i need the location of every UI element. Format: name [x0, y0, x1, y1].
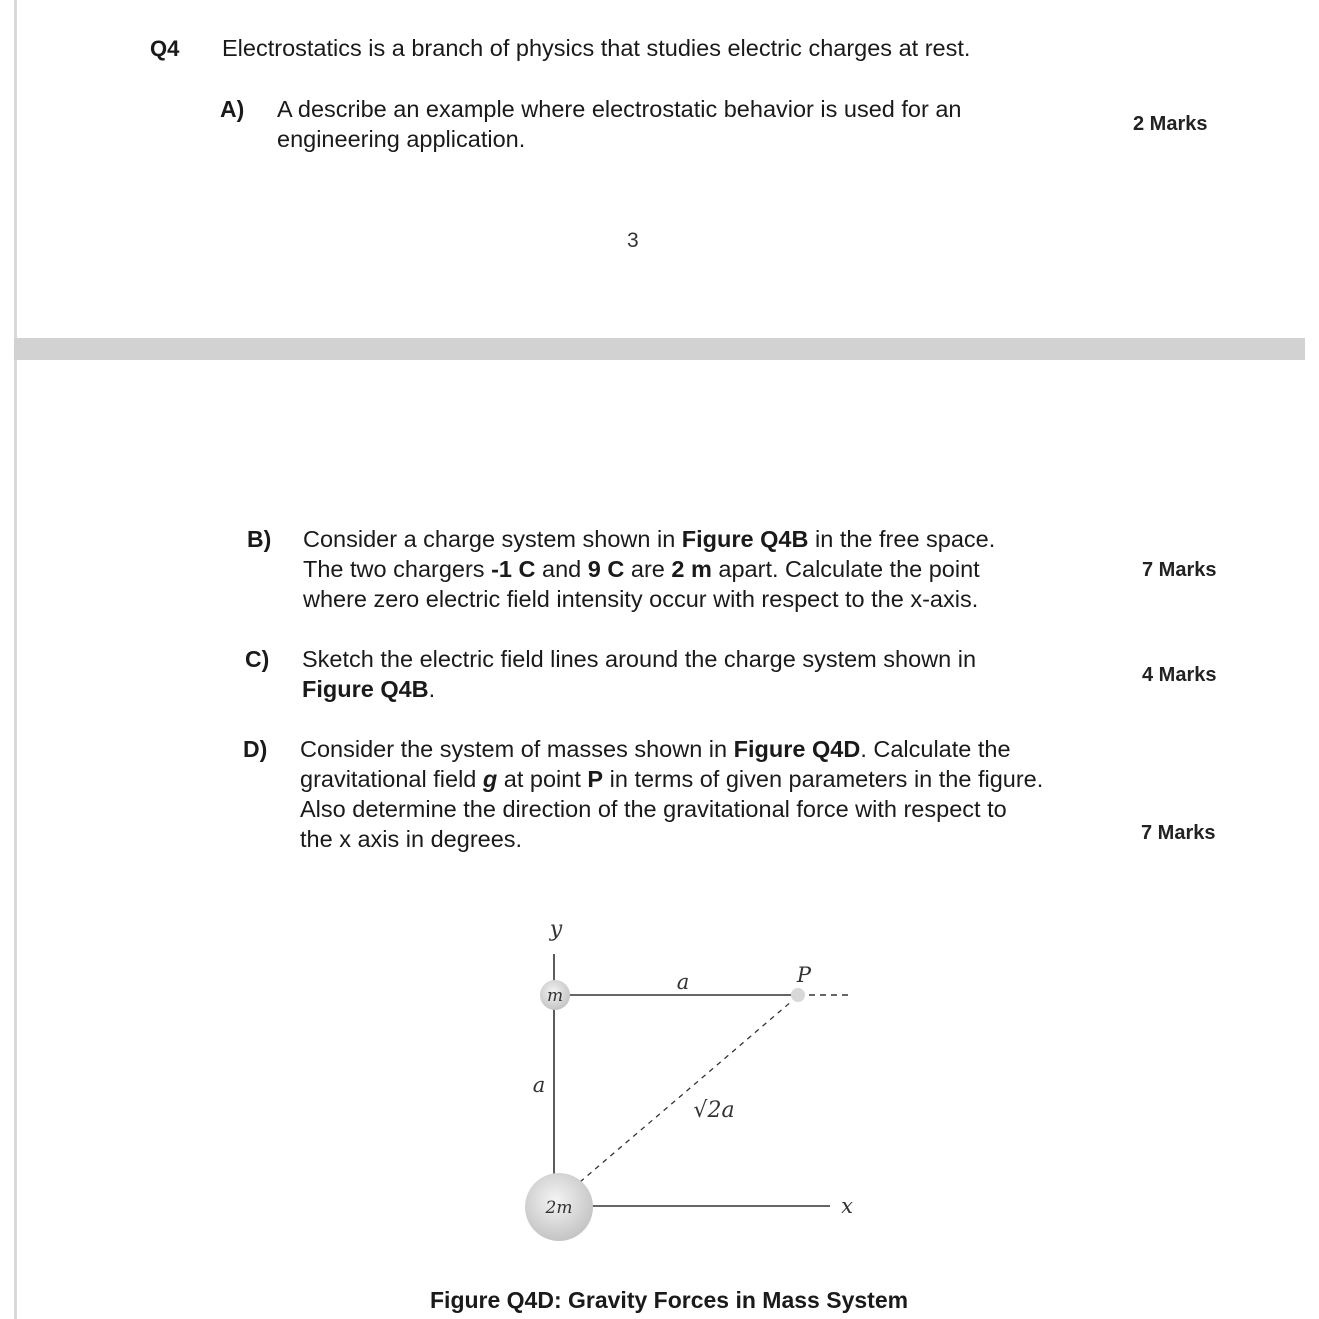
part-a-line-1: A describe an example where electrostatic behavior is used for an	[277, 96, 962, 122]
part-c-text	[302, 644, 976, 704]
mass-m-label: m	[546, 986, 564, 1006]
diagonal-length-label: √2a	[693, 1098, 735, 1123]
question-number: Q4	[150, 36, 180, 61]
figure-ref: Figure Q4B	[302, 676, 429, 702]
g-symbol: g	[482, 766, 498, 792]
side-length-label: a	[532, 1073, 546, 1097]
part-d-line-1	[300, 734, 1043, 764]
text-run: Consider the system of masses shown in	[300, 736, 734, 762]
y-axis-label: y	[549, 917, 563, 942]
part-b-line-2	[303, 554, 995, 584]
question-intro: Electrostatics is a branch of physics that studies electric charges at rest.	[222, 35, 971, 61]
part-c-line-1: Sketch the electric field lines around the charge system shown in	[302, 646, 977, 672]
part-d-text	[300, 734, 1043, 854]
part-b-line-3: where zero electric field intensity occur with respect to the x-axis.	[303, 586, 979, 612]
point-symbol: P	[587, 766, 604, 792]
text-run: are	[624, 556, 672, 582]
x-axis-label: x	[841, 1194, 853, 1218]
part-c-line-2	[302, 674, 976, 704]
page-left-edge	[14, 0, 17, 1319]
diagonal-dashed-line	[580, 1001, 792, 1182]
text-run: apart. Calculate the point	[711, 556, 980, 582]
point-p-label: P	[796, 963, 812, 987]
top-length-label: a	[676, 970, 690, 994]
text-run: in terms of given parameters in the figure.	[603, 766, 1044, 792]
part-a-marks: 2 Marks	[1133, 113, 1208, 135]
part-b-text	[303, 524, 995, 614]
part-a-line-2: engineering application.	[277, 126, 526, 152]
distance-value: 2 m	[671, 556, 712, 582]
figure-ref: Figure Q4B	[681, 526, 809, 552]
part-d-line-2	[300, 764, 1043, 794]
part-b-label: B)	[247, 526, 272, 552]
figure-caption: Figure Q4D: Gravity Forces in Mass System	[430, 1287, 909, 1313]
point-p-marker	[791, 988, 805, 1002]
page-number: 3	[627, 229, 639, 252]
text-run: Consider a charge system shown in	[303, 526, 682, 552]
mass-2m-label: 2m	[545, 1198, 573, 1218]
figure-q4d-diagram	[500, 900, 880, 1260]
text-run: and	[535, 556, 588, 582]
part-a-text	[277, 94, 961, 154]
text-run: at point	[497, 766, 588, 792]
page-separator	[14, 338, 1305, 360]
charge-value: -1 C	[491, 556, 536, 582]
text-run: . Calculate the	[860, 736, 1011, 762]
text-run: in the free space.	[808, 526, 996, 552]
text-run: .	[428, 676, 436, 702]
part-d-line-4: the x axis in degrees.	[300, 826, 523, 852]
part-b-marks: 7 Marks	[1142, 559, 1217, 581]
charge-value: 9 C	[587, 556, 625, 582]
text-run: The two chargers	[303, 556, 492, 582]
text-run: gravitational field	[300, 766, 483, 792]
part-d-label: D)	[243, 736, 268, 762]
part-c-marks: 4 Marks	[1142, 664, 1217, 686]
part-c-label: C)	[245, 646, 270, 672]
figure-ref: Figure Q4D	[733, 736, 861, 762]
part-a-label: A)	[220, 96, 245, 122]
part-d-marks: 7 Marks	[1141, 822, 1216, 844]
part-b-line-1	[303, 524, 995, 554]
part-d-line-3: Also determine the direction of the gravitational force with respect to	[300, 796, 1007, 822]
